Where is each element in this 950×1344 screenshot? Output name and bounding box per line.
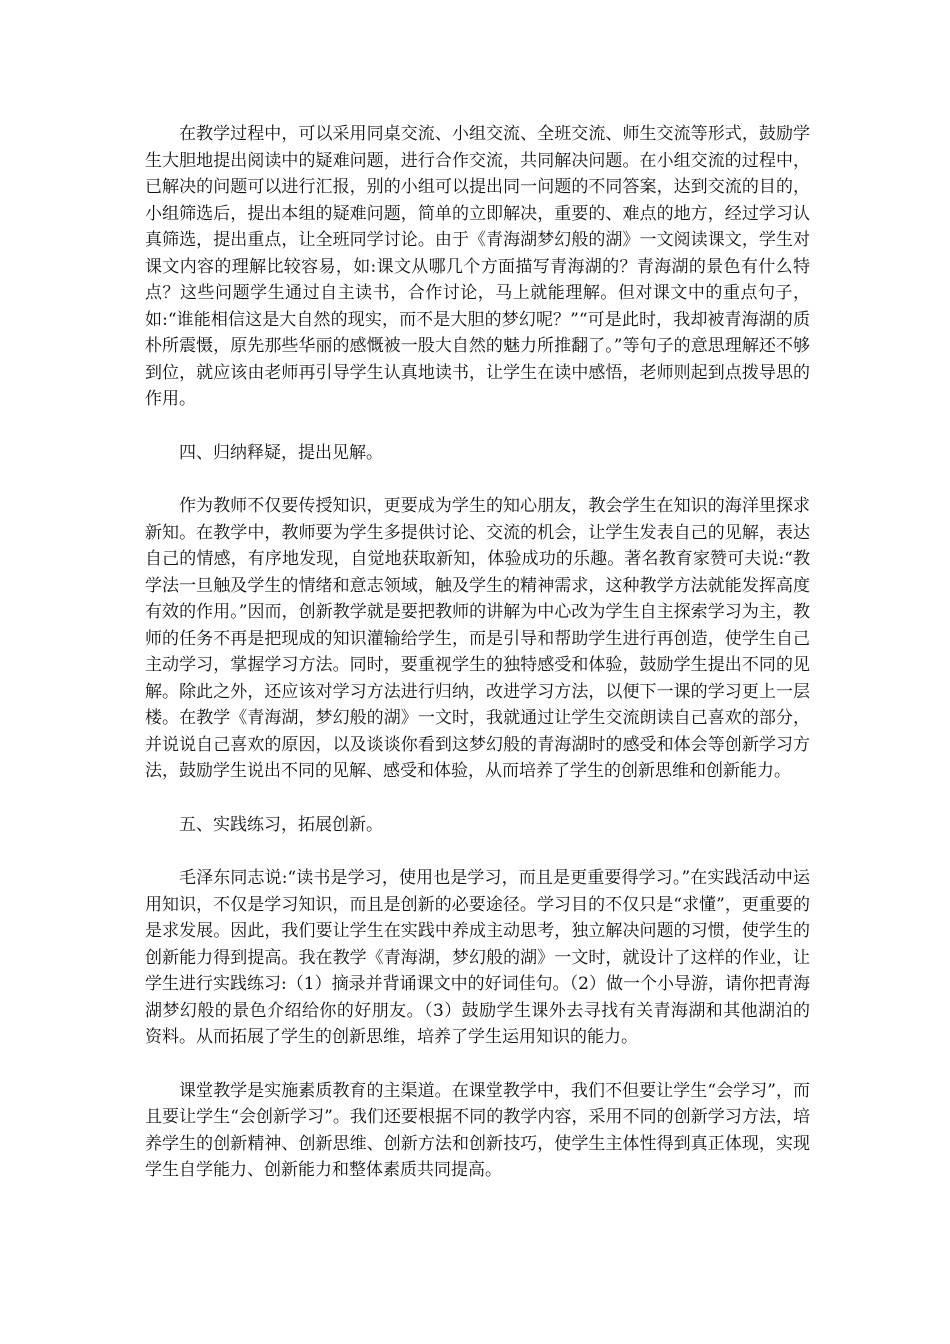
paragraph-cooperative-discussion: 在教学过程中，可以采用同桌交流、小组交流、全班交流、师生交流等形式，鼓励学生大胆地提出阅读中的疑难问题，进行合作交流，共同解决问题。在小组交流的过程中，已解决的问题可以进行汇报，别的小组可以提出同一问题的不同答案，达到交流的目的，小组筛选后，提出本组的疑难问题，简单的立即解决，重要的、难点的地方，经过学习认真筛选，提出重点，让全班同学讨论。由于《青海湖梦幻般的湖》一文阅读课文，学生对课文内容的理解比较容易，如:课文从哪几个方面描写青海湖的？青海湖的景色有什么特点？这些问题学生通过自主读书，合作讨论，马上就能理解。但对课文中的重点句子，如:“谁能相信这是大自然的现实，而不是大胆的梦幻呢？”“可是此时，我却被青海湖的质朴所震慑，原先那些华丽的感慨被一股大自然的魅力所推翻了。”等句子的意思理解还不够到位，就应该由老师再引导学生认真地读书，让学生在读中感悟，老师则起到点拨导思的作用。 bbox=[145, 124, 810, 409]
paragraph-practice-exercises: 毛泽东同志说:“读书是学习，使用也是学习，而且是更重要得学习。”在实践活动中运用知识，不仅是学习知识，而且是创新的必要途径。学习目的不仅只是“求懂”，更重要的是求发展。因此，我们要让学生在实践中养成主动思考，独立解决问题的习惯，使学生的创新能力得到提高。我在教学《青海湖，梦幻般的湖》一文时，就设计了这样的作业，让学生进行实践练习:（1）摘录并背诵课文中的好词佳句。（2）做一个小导游，请你把青海湖梦幻般的景色介绍给你的好朋友。（3）鼓励学生课外去寻找有关青海湖和其他湖泊的资料。从而拓展了学生的创新思维，培养了学生运用知识的能力。 bbox=[145, 868, 810, 1047]
section-heading-4: 四、归纳释疑，提出见解。 bbox=[179, 442, 383, 463]
section-heading-5: 五、实践练习，拓展创新。 bbox=[179, 814, 383, 835]
paragraph-conclusion: 课堂教学是实施素质教育的主渠道。在课堂教学中，我们不但要让学生“会学习”，而且要让学生“会创新学习”。我们还要根据不同的教学内容，采用不同的创新学习方法，培养学生的创新精神、创新思维、创新方法和创新技巧，使学生主体性得到真正体现，实现学生自学能力、创新能力和整体素质共同提高。 bbox=[145, 1080, 810, 1180]
paragraph-summarize-views: 作为教师不仅要传授知识，更要成为学生的知心朋友，教会学生在知识的海洋里探求新知。在教学中，教师要为学生多提供讨论、交流的机会，让学生发表自己的见解，表达自己的情感，有序地发现，自觉地获取新知，体验成功的乐趣。著名教育家赞可夫说:“教学法一旦触及学生的情绪和意志领域，触及学生的精神需求，这种教学方法就能发挥高度有效的作用。”因而，创新教学就是要把教师的讲解为中心改为学生自主探索学习为主，教师的任务不再是把现成的知识灌输给学生，而是引导和帮助学生进行再创造，使学生自己主动学习，掌握学习方法。同时，要重视学生的独特感受和体验，鼓励学生提出不同的见解。除此之外，还应该对学习方法进行归纳，改进学习方法，以便下一课的学习更上一层楼。在教学《青海湖，梦幻般的湖》一文时，我就通过让学生交流朗读自己喜欢的部分，并说说自己喜欢的原因，以及谈谈你看到这梦幻般的青海湖时的感受和体会等创新学习方法，鼓励学生说出不同的见解、感受和体验，从而培养了学生的创新思维和创新能力。 bbox=[145, 496, 810, 781]
document-page bbox=[145, 121, 810, 1211]
